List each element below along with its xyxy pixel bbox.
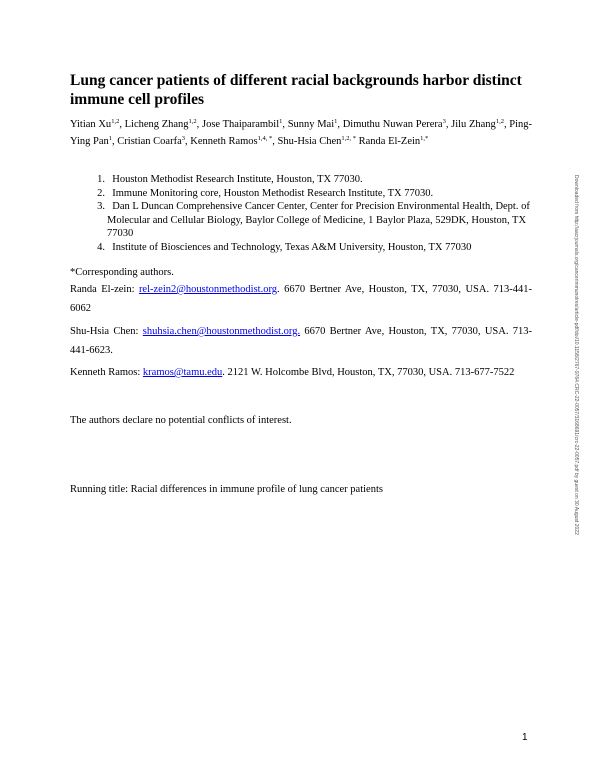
affiliation-text: Institute of Biosciences and Technology, Texas A&M University, Houston, TX 77030 [112, 241, 472, 253]
affiliation-text: Immune Monitoring core, Houston Methodist Research Institute, TX 77030. [112, 187, 434, 199]
download-watermark: Downloaded from http://aacrjournals.org/cancerimmunolres/article-pdf/doi/10.1158/2767-9764.CRC-22-0057/3168691/crc-22-0057.pdf by guest on 30 August 2022 [573, 175, 579, 535]
contact-entry [70, 280, 532, 318]
affiliation-item [70, 187, 532, 201]
running-title: Running title: Racial differences in immune profile of lung cancer patients [70, 484, 383, 495]
contact-address: . 6670 Bertner Ave, Houston, TX, 77030, USA. 713-441-6062 [70, 284, 533, 314]
affiliation-list [70, 173, 532, 254]
author-list [70, 117, 532, 150]
affiliation-item [70, 241, 532, 255]
author: Randa El-Zein$^{1,*}$ [358, 134, 429, 147]
affiliation-number: 3. [97, 201, 105, 212]
author: Ping-Ying Pan$^1$, [70, 119, 533, 147]
contact-name: Randa El-zein: [70, 284, 135, 295]
author: Jilu Zhang$^{1,2}$, [451, 118, 510, 130]
author: Yitian Xu$^{1,2}$, [70, 118, 125, 130]
contact-name: Kenneth Ramos: [70, 367, 141, 378]
contact-entry [70, 322, 532, 360]
corresponding-authors-note: *Corresponding authors. [70, 267, 174, 278]
affiliation-item [70, 200, 532, 241]
author: Cristian Coarfa$^3$, [117, 134, 191, 147]
affiliation-item [70, 173, 532, 187]
conflict-statement: The authors declare no potential conflicts of interest. [70, 415, 292, 426]
paper-title: Lung cancer patients of different racial backgrounds harbor distinct immune cell profiles [70, 72, 522, 108]
author: Shu-Hsia Chen$^{1,2, *}$ [277, 134, 356, 147]
author: Jose Thaiparambil$^1$, [201, 118, 288, 130]
affiliation-number: 2. [97, 187, 105, 199]
contact-name: Shu-Hsia Chen: [70, 326, 139, 337]
author: Kenneth Ramos$^{1,4, *}$, [190, 134, 278, 147]
affiliation-text: Dan L Duncan Comprehensive Cancer Center, Center for Precision Environmental Health, Dept. of Molecular and Cellular Biology, Baylor College of Medicine, 1 Baylor Plaza, 529DK, Houston, TX 77030 [107, 201, 530, 239]
email-link[interactable]: kramos@tamu.edu [142, 367, 223, 378]
contact-address: . 2121 W. Holcombe Blvd, Houston, TX, 77030, USA. 713-677-7522 [222, 367, 515, 378]
affiliation-number: 4. [97, 241, 105, 253]
contact-address: 6670 Bertner Ave, Houston, TX, 77030, USA. 713-441-6623. [70, 326, 533, 356]
affiliation-number: 1. [97, 174, 105, 185]
affiliation-text: Houston Methodist Research Institute, Houston, TX 77030. [112, 174, 363, 185]
contact-entry [70, 363, 532, 382]
author: Sunny Mai$^1$, [287, 118, 343, 130]
author: Licheng Zhang$^{1,2}$, [124, 118, 202, 130]
page-number: 1 [522, 732, 528, 743]
author: Dimuthu Nuwan Perera$^3$, [342, 118, 452, 130]
email-link[interactable]: rel-zein2@houstonmethodist.org [138, 284, 278, 295]
email-link[interactable]: shuhsia.chen@houstonmethodist.org. [142, 326, 301, 337]
